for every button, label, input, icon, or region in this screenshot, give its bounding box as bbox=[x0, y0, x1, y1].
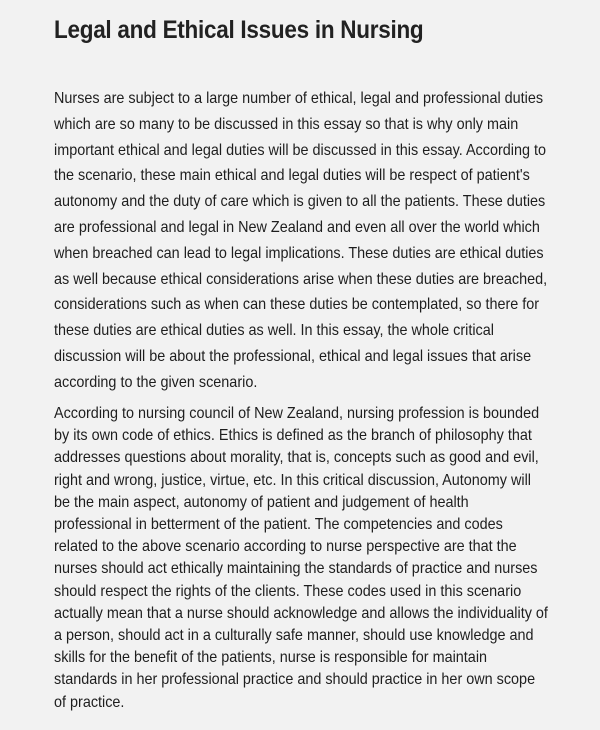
text-line: autonomy and the duty of care which is given to all the patients. These duties bbox=[54, 193, 546, 211]
text-line: important ethical and legal duties will be discussed in this essay. According to bbox=[54, 141, 547, 159]
text-line: which are so many to be discussed in this essay so that is why only main bbox=[54, 115, 519, 133]
text-line: when breached can lead to legal implications. These duties are ethical duties bbox=[54, 244, 544, 262]
text-line: by its own code of ethics. Ethics is defined as the branch of philosophy that bbox=[54, 427, 532, 445]
text-line: right and wrong, justice, virtue, etc. In this critical discussion, Autonomy will bbox=[54, 471, 531, 489]
text-line: standards in her professional practice and should practice in her own scope bbox=[54, 671, 536, 689]
text-line: nurses should act ethically maintaining the standards of practice and nurses bbox=[54, 560, 538, 578]
text-line: according to the given scenario. bbox=[54, 373, 258, 391]
text-line: professional in betterment of the patient. The competencies and codes bbox=[54, 516, 503, 534]
text-line: Nurses are subject to a large number of ethical, legal and professional duties bbox=[54, 90, 544, 107]
text-line: addresses questions about morality, that is, concepts such as good and evil, bbox=[54, 449, 539, 467]
text-line: are professional and legal in New Zealand and even all over the world which bbox=[54, 218, 540, 236]
text-line: According to nursing council of New Zealand, nursing profession is bounded bbox=[54, 405, 540, 422]
text-line: considerations such as when can these duties be contemplated, so there for bbox=[54, 296, 540, 314]
document-title: Legal and Ethical Issues in Nursing bbox=[54, 16, 424, 44]
text-line: as well because ethical considerations arise when these duties are breached, bbox=[54, 270, 548, 288]
text-line: these duties are ethical duties as well. In this essay, the whole critical bbox=[54, 322, 494, 340]
text-line: be the main aspect, autonomy of patient and judgement of health bbox=[54, 493, 469, 511]
text-line: skills for the benefit of the patients, nurse is responsible for maintain bbox=[54, 649, 488, 667]
text-line: actually mean that a nurse should acknowledge and allows the individuality of bbox=[54, 604, 548, 622]
text-line: related to the above scenario according to nurse perspective are that the bbox=[54, 538, 517, 556]
text-line: the scenario, these main ethical and legal duties will be respect of patient's bbox=[54, 167, 530, 185]
text-line: should respect the rights of the clients. These codes used in this scenario bbox=[54, 582, 522, 600]
paragraph-introduction bbox=[54, 86, 548, 396]
paragraph-code-of-ethics bbox=[54, 403, 548, 714]
text-line: of practice. bbox=[54, 693, 125, 711]
text-line: discussion will be about the professional, ethical and legal issues that arise bbox=[54, 347, 532, 365]
text-line: a person, should act in a culturally safe manner, should use knowledge and bbox=[54, 627, 534, 645]
